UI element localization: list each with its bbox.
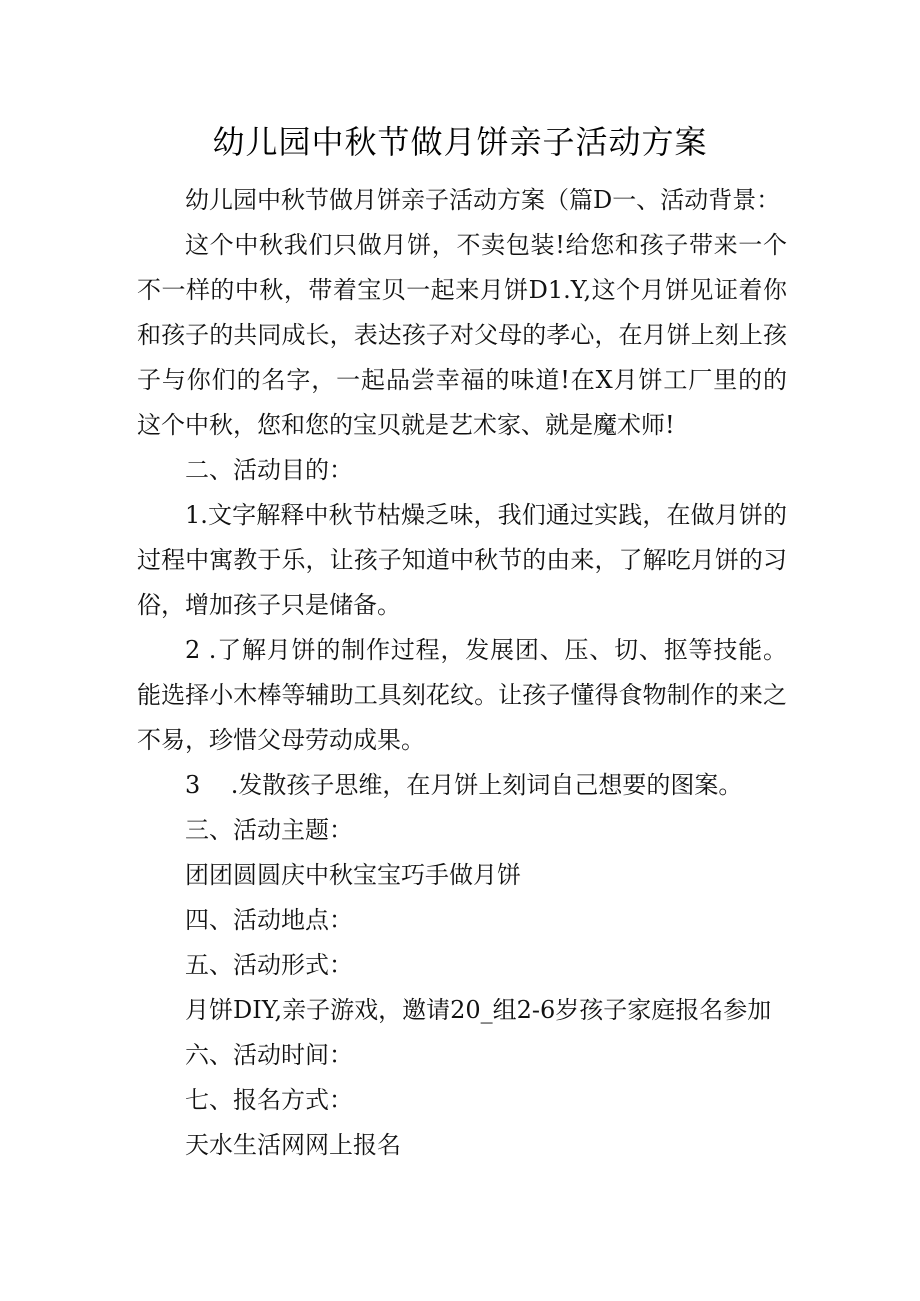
section-heading-format: 五、活动形式： (185, 951, 353, 979)
paragraph-registration: 天水生活网网上报名 (185, 1131, 401, 1159)
paragraph-purpose-1: 1.文字解释中秋节枯燥乏味，我们通过实践，在做月饼的过程中寓教于乐，让孩子知道中秋节的由来，了解吃月饼的习俗，增加孩子只是储备。 (137, 501, 787, 619)
section-heading-theme: 三、活动主题： (185, 816, 353, 844)
paragraph-purpose-2: 2 .了解月饼的制作过程，发展团、压、切、抠等技能。能选择小木棒等辅助工具刻花纹。让孩子懂得食物制作的来之不易，珍惜父母劳动成果。 (137, 636, 787, 754)
paragraph-theme: 团团圆圆庆中秋宝宝巧手做月饼 (185, 861, 521, 889)
document-body (137, 178, 787, 1168)
paragraph-background: 这个中秋我们只做月饼，不卖包装!给您和孩子带来一个不一样的中秋，带着宝贝一起来月饼D1.Y,这个月饼见证着你和孩子的共同成长，表达孩子对父母的孝心，在月饼上刻上孩子与你们的名字，一起品尝幸福的味道!在X月饼工厂里的的这个中秋，您和您的宝贝就是艺术家、就是魔术师! (137, 231, 787, 439)
section-heading-registration: 七、报名方式： (185, 1086, 353, 1114)
section-heading-time: 六、活动时间： (185, 1041, 353, 1069)
paragraph-intro: 幼儿园中秋节做月饼亲子活动方案（篇D一、活动背景： (185, 186, 781, 214)
paragraph-format: 月饼DIY,亲子游戏，邀请20_组2-6岁孩子家庭报名参加 (185, 996, 772, 1024)
section-heading-location: 四、活动地点： (185, 906, 353, 934)
paragraph-purpose-3: 3 .发散孩子思维，在月饼上刻词自己想要的图案。 (185, 771, 743, 799)
document-title: 幼儿园中秋节做月饼亲子活动方案 (212, 123, 708, 161)
section-heading-purpose: 二、活动目的： (185, 456, 353, 484)
